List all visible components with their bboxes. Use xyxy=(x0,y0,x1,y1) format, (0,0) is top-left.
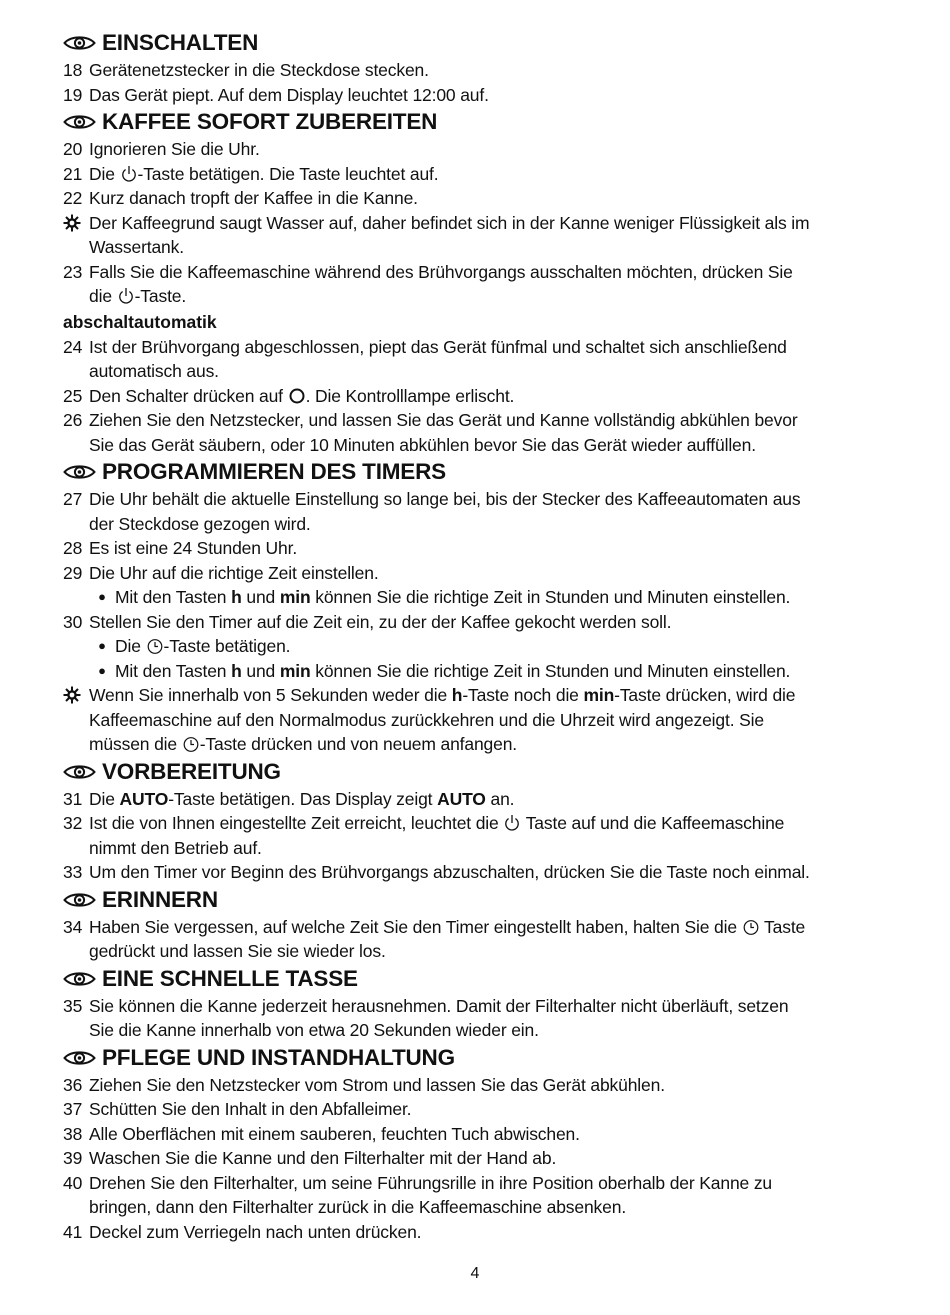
eye-icon xyxy=(63,464,96,480)
off-circle-icon xyxy=(289,388,305,404)
step-33: 33 Um den Timer vor Beginn des Brühvorgangs abzuschalten, drücken Sie die Taste noch einmal. xyxy=(63,862,810,882)
bullet-dot: ● xyxy=(98,589,106,604)
step-19: 19 Das Gerät piept. Auf dem Display leuchtet 12:00 auf. xyxy=(63,84,489,105)
step-36: 36 Ziehen Sie den Netzstecker vom Strom und lassen Sie das Gerät abkühlen. xyxy=(63,1074,665,1095)
step-32: 32 Ist die von Ihnen eingestellte Zeit erreicht, leuchtet die Taste auf und die Kaffeemaschine nimmt den Betrieb auf. xyxy=(63,813,785,858)
step-18: 18 Gerätenetzstecker in die Steckdose stecken. xyxy=(63,60,429,80)
bullet-item: ● Mit den Tasten h und min können Sie die richtige Zeit in Stunden und Minuten einstellen. xyxy=(63,659,893,684)
eye-icon xyxy=(63,892,96,908)
section-heading-pflege xyxy=(63,1043,893,1073)
bullet-dot: ● xyxy=(98,662,106,678)
power-icon xyxy=(504,814,520,832)
manual-page xyxy=(63,28,893,1244)
step-22: 22 Kurz danach tropft der Kaffee in die Kanne. xyxy=(63,188,418,208)
step-25: 25 Den Schalter drücken auf . Die Kontrolllampe erlischt. xyxy=(63,385,515,406)
section-heading-timer xyxy=(63,457,893,487)
step-23: 23 Falls Sie die Kaffeemaschine während des Brühvorgangs ausschalten möchten, drücken Sie die -Taste. xyxy=(63,261,793,306)
step-34: 34 Haben Sie vergessen, auf welche Zeit Sie den Timer eingestellt haben, halten Sie die Taste gedrückt und lassen Sie sie wieder los. xyxy=(63,916,806,961)
section-title: PFLEGE UND INSTANDHALTUNG xyxy=(102,1044,455,1070)
step-30: 30 Stellen Sie den Timer auf die Zeit ein, zu der der Kaffee gekocht werden soll. xyxy=(63,611,672,632)
step-24: 24 Ist der Brühvorgang abgeschlossen, piept das Gerät fünfmal und schaltet sich anschließend automatisch aus. xyxy=(63,336,787,381)
step-20: 20 Ignorieren Sie die Uhr. xyxy=(63,139,260,159)
page-number: 4 xyxy=(470,1265,480,1282)
step-40: 40 Drehen Sie den Filterhalter, um seine Führungsrille in ihre Position oberhalb der Kanne zu bringen, dann den Filterhalter zurück in die Kaffeemaschine absenken. xyxy=(63,1172,773,1217)
clock-icon xyxy=(183,735,199,753)
section-heading-erinnern xyxy=(63,885,893,915)
eye-icon xyxy=(63,971,96,987)
step-41: 41 Deckel zum Verriegeln nach unten drücken. xyxy=(63,1221,422,1242)
step-37: 37 Schütten Sie den Inhalt in den Abfalleimer. xyxy=(63,1099,412,1119)
clock-icon xyxy=(743,918,759,936)
sun-tip-icon xyxy=(63,686,81,704)
bullet-item: ● Die -Taste betätigen. xyxy=(63,634,893,659)
section-title: EINSCHALTEN xyxy=(102,30,259,55)
bullet-item: ● Mit den Tasten h und min können Sie die richtige Zeit in Stunden und Minuten einstellen. xyxy=(63,585,893,610)
subheading-abschaltautomatik: abschaltautomatik xyxy=(63,311,217,332)
tip-note: Der Kaffeegrund saugt Wasser auf, daher befindet sich in der Kanne weniger Flüssigkeit als im Wassertank. xyxy=(63,211,893,260)
tip-note: Wenn Sie innerhalb von 5 Sekunden weder die h-Taste noch die min-Taste drücken, wird die Kaffeemaschine auf den Normalmodus zurückkehren und die Uhrzeit wird angezeigt. Sie müssen die -Taste drücken und von neuem anfangen. xyxy=(63,683,893,757)
eye-icon xyxy=(63,114,96,130)
step-38: 38 Alle Oberflächen mit einem sauberen, feuchten Tuch abwischen. xyxy=(63,1123,580,1144)
eye-icon xyxy=(63,764,96,780)
step-31: 31 Die AUTO-Taste betätigen. Das Display zeigt AUTO an. xyxy=(63,788,515,809)
section-title: KAFFEE SOFORT ZUBEREITEN xyxy=(102,109,438,134)
section-title: PROGRAMMIEREN DES TIMERS xyxy=(102,459,446,484)
step-21: 21 Die -Taste betätigen. Die Taste leuchtet auf. xyxy=(63,163,439,184)
step-26: 26 Ziehen Sie den Netzstecker, und lassen Sie das Gerät und Kanne vollständig abkühlen bevor Sie das Gerät säubern, oder 10 Minuten abkühlen bevor Sie das Gerät wieder auffüllen. xyxy=(63,410,798,455)
eye-icon xyxy=(63,35,96,51)
section-heading-einschalten xyxy=(63,28,893,58)
section-heading-schnelle-tasse xyxy=(63,964,893,994)
step-39: 39 Waschen Sie die Kanne und den Filterhalter mit der Hand ab. xyxy=(63,1148,557,1168)
step-27: 27 Die Uhr behält die aktuelle Einstellung so lange bei, bis der Stecker des Kaffeeautomaten aus der Steckdose gezogen wird. xyxy=(63,489,801,534)
eye-icon xyxy=(63,1050,96,1066)
clock-icon xyxy=(147,637,163,655)
section-title: EINE SCHNELLE TASSE xyxy=(102,965,358,991)
section-heading-vorbereitung xyxy=(63,757,893,787)
step-35: 35 Sie können die Kanne jederzeit herausnehmen. Damit der Filterhalter nicht überläuft, setzen Sie die Kanne innerhalb von etwa 20 Sekunden wieder ein. xyxy=(63,995,789,1040)
section-title: ERINNERN xyxy=(102,886,218,912)
step-29: 29 Die Uhr auf die richtige Zeit einstellen. xyxy=(63,562,379,583)
sun-tip-icon xyxy=(63,214,81,232)
step-28: 28 Es ist eine 24 Stunden Uhr. xyxy=(63,538,298,558)
power-icon xyxy=(118,287,134,305)
bullet-dot: ● xyxy=(98,638,106,653)
section-heading-kaffee-sofort xyxy=(63,107,893,137)
section-title: VORBEREITUNG xyxy=(102,758,281,784)
power-icon xyxy=(121,165,137,183)
